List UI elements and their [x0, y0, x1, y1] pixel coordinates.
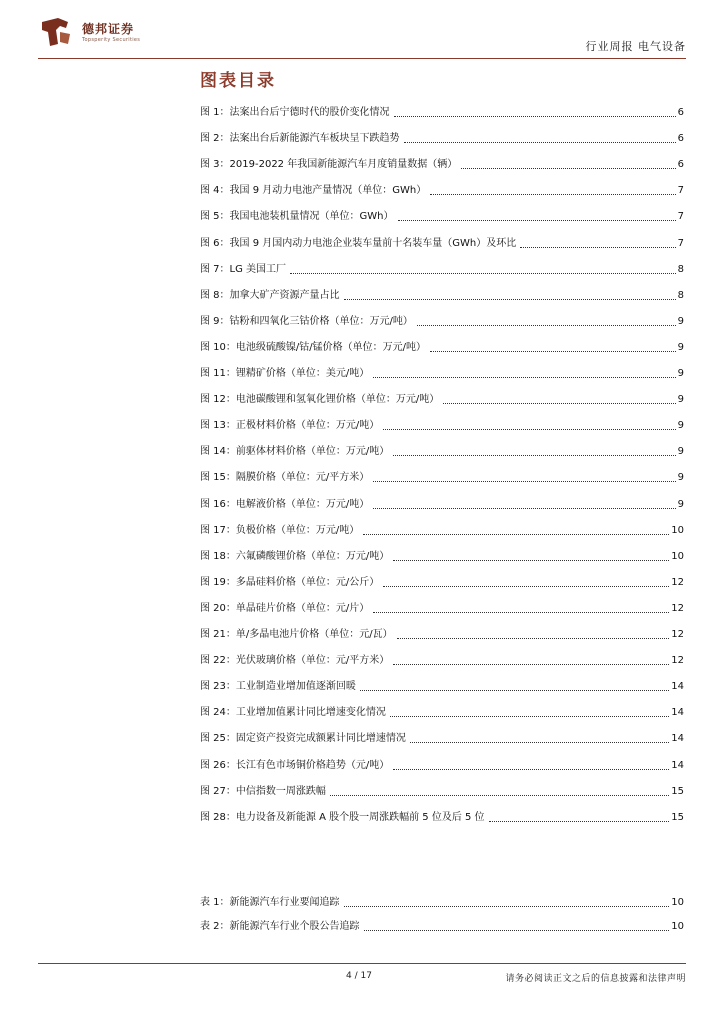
toc-entry-page: 9 — [677, 394, 684, 406]
page-title: 图表目录 — [200, 71, 276, 91]
toc-figure-entry[interactable] — [200, 393, 684, 407]
toc-entry-page: 15 — [671, 785, 684, 797]
toc-figure-entry[interactable] — [200, 628, 684, 642]
toc-leader-dots — [393, 455, 675, 456]
toc-entry-label: 图 15：隔膜价格（单位：元/平方米） — [200, 472, 370, 484]
toc-entry-page: 14 — [671, 681, 684, 693]
toc-entry-label: 图 22：光伏玻璃价格（单位：元/平方米） — [200, 655, 390, 667]
toc-figure-entry[interactable] — [200, 158, 684, 172]
toc-entry-label: 图 28：电力设备及新能源 A 股个股一周涨跌幅前 5 位及后 5 位 — [200, 811, 485, 823]
toc-entry-page: 12 — [671, 629, 684, 640]
header-divider — [38, 58, 686, 59]
toc-entry-page: 7 — [677, 211, 684, 223]
toc-entry-page: 7 — [677, 237, 684, 249]
toc-figure-entry[interactable] — [200, 184, 684, 198]
toc-entry-label: 图 20：单晶硅片价格（单位：元/片） — [200, 602, 370, 614]
toc-leader-dots — [489, 821, 670, 822]
toc-entry-label: 图 16：电解液价格（单位：万元/吨） — [200, 498, 370, 510]
page-number: 4 / 17 — [346, 971, 372, 981]
toc-entry-page: 9 — [677, 341, 684, 353]
toc-entry-label: 表 1：新能源汽车行业要闻追踪 — [200, 897, 340, 908]
toc-entry-page: 7 — [677, 185, 684, 197]
toc-entry-page: 12 — [671, 602, 684, 614]
toc-entry-label: 图 11：锂精矿价格（单位：美元/吨） — [200, 368, 370, 379]
toc-entry-label: 图 10：电池级硫酸镍/钴/锰价格（单位：万元/吨） — [200, 341, 427, 353]
toc-leader-dots — [410, 742, 669, 743]
toc-leader-dots — [383, 429, 675, 430]
toc-entry-label: 表 2：新能源汽车行业个股公告追踪 — [200, 921, 360, 932]
toc-entry-label: 图 21：单/多晶电池片价格（单位：元/瓦） — [200, 629, 393, 640]
toc-entry-page: 9 — [677, 446, 684, 458]
toc-entry-page: 6 — [677, 159, 684, 171]
toc-entry-page: 10 — [671, 897, 684, 908]
toc-leader-dots — [393, 664, 669, 665]
toc-leader-dots — [360, 690, 669, 691]
toc-entry-page: 6 — [677, 107, 684, 118]
toc-leader-dots — [364, 930, 670, 931]
toc-figure-entry[interactable] — [200, 289, 684, 303]
toc-entry-label: 图 19：多晶硅料价格（单位：元/公斤） — [200, 576, 380, 588]
toc-figure-entry[interactable] — [200, 759, 684, 773]
toc-entry-label: 图 6：我国 9 月国内动力电池企业装车量前十名装车量（GWh）及环比 — [200, 237, 517, 249]
toc-figure-entry[interactable] — [200, 210, 684, 224]
toc-leader-dots — [430, 194, 675, 195]
toc-leader-dots — [461, 168, 675, 169]
toc-entry-label: 图 12：电池碳酸锂和氢氧化锂价格（单位：万元/吨） — [200, 394, 440, 406]
toc-entry-label: 图 25：固定资产投资完成额累计同比增速情况 — [200, 733, 406, 745]
toc-leader-dots — [394, 116, 676, 117]
toc-figure-entry[interactable] — [200, 132, 684, 146]
toc-entry-page: 10 — [671, 550, 684, 562]
toc-figure-entry[interactable] — [200, 367, 684, 381]
toc-leader-dots — [363, 534, 669, 535]
toc-entry-page: 12 — [671, 576, 684, 588]
toc-entry-page: 14 — [671, 707, 684, 719]
toc-leader-dots — [393, 560, 669, 561]
toc-figure-entry[interactable] — [200, 524, 684, 538]
toc-figure-entry[interactable] — [200, 471, 684, 485]
toc-entry-page: 14 — [671, 733, 684, 745]
toc-figure-entry[interactable] — [200, 602, 684, 616]
toc-figure-entry[interactable] — [200, 680, 684, 694]
toc-figure-entry[interactable] — [200, 811, 684, 825]
toc-figure-entry[interactable] — [200, 732, 684, 746]
toc-entry-page: 9 — [677, 420, 684, 432]
toc-entry-label: 图 1：法案出台后宁德时代的股价变化情况 — [200, 107, 390, 118]
toc-entry-label: 图 5：我国电池装机量情况（单位：GWh） — [200, 211, 394, 223]
toc-figure-entry[interactable] — [200, 445, 684, 459]
toc-entry-label: 图 27：中信指数一周涨跌幅 — [200, 785, 326, 797]
toc-leader-dots — [443, 403, 675, 404]
toc-entry-label: 图 18：六氟磷酸锂价格（单位：万元/吨） — [200, 550, 390, 562]
toc-entry-page: 8 — [677, 289, 684, 301]
toc-leader-dots — [383, 586, 669, 587]
toc-leader-dots — [290, 273, 676, 274]
toc-entry-page: 14 — [671, 759, 684, 771]
toc-entry-label: 图 24：工业增加值累计同比增速变化情况 — [200, 707, 386, 719]
toc-figure-entry[interactable] — [200, 654, 684, 668]
toc-entry-label: 图 26：长江有色市场铜价格趋势（元/吨） — [200, 759, 390, 771]
toc-figure-entry[interactable] — [200, 576, 684, 590]
toc-leader-dots — [373, 377, 675, 378]
toc-leader-dots — [373, 508, 675, 509]
toc-leader-dots — [373, 481, 675, 482]
toc-entry-page: 9 — [677, 315, 684, 327]
toc-leader-dots — [397, 638, 670, 639]
toc-entry-page: 10 — [671, 921, 684, 932]
toc-entry-page: 9 — [677, 472, 684, 484]
toc-figure-entry[interactable] — [200, 263, 684, 277]
report-type: 行业周报 电气设备 — [585, 40, 686, 53]
toc-entry-page: 15 — [671, 811, 684, 823]
brand-name: 德邦证券 — [82, 22, 135, 36]
toc-leader-dots — [404, 142, 676, 143]
toc-entry-page: 9 — [677, 498, 684, 510]
toc-entry-label: 图 14：前驱体材料价格（单位：万元/吨） — [200, 446, 390, 458]
toc-leader-dots — [417, 325, 676, 326]
toc-figure-entry[interactable] — [200, 550, 684, 564]
brand-subtitle: Topsperity Securities — [82, 37, 141, 43]
toc-entry-label: 图 2：法案出台后新能源汽车板块呈下跌趋势 — [200, 133, 400, 145]
brand-logo-icon — [38, 14, 74, 50]
toc-leader-dots — [373, 612, 669, 613]
toc-figure-entry[interactable] — [200, 106, 684, 120]
toc-leader-dots — [390, 716, 669, 717]
toc-leader-dots — [430, 351, 676, 352]
toc-entry-label: 图 7：LG 美国工厂 — [200, 263, 287, 275]
toc-figure-entry[interactable] — [200, 341, 684, 355]
toc-entry-label: 图 8：加拿大矿产资源产量占比 — [200, 289, 340, 301]
toc-entry-label: 图 13：正极材料价格（单位：万元/吨） — [200, 420, 380, 432]
toc-figure-entry[interactable] — [200, 498, 684, 512]
toc-figure-entry[interactable] — [200, 785, 684, 799]
page-header — [38, 14, 686, 64]
toc-entry-label: 图 4：我国 9 月动力电池产量情况（单位：GWh） — [200, 185, 427, 197]
toc-entry-page: 8 — [677, 263, 684, 275]
toc-entry-label: 图 23：工业制造业增加值逐渐回暖 — [200, 681, 356, 693]
toc-leader-dots — [393, 769, 669, 770]
footer-disclaimer: 请务必阅读正文之后的信息披露和法律声明 — [505, 974, 686, 984]
toc-entry-page: 9 — [677, 368, 684, 379]
toc-leader-dots — [344, 906, 670, 907]
toc-table-entry[interactable] — [200, 896, 684, 910]
toc-leader-dots — [344, 299, 676, 300]
toc-entry-page: 12 — [671, 655, 684, 667]
toc-leader-dots — [330, 795, 669, 796]
toc-entry-label: 图 9：钴粉和四氧化三钴价格（单位：万元/吨） — [200, 315, 413, 327]
footer-divider — [38, 963, 686, 964]
toc-leader-dots — [398, 220, 676, 221]
toc-figure-entry[interactable] — [200, 706, 684, 720]
toc-figure-entry[interactable] — [200, 237, 684, 251]
toc-leader-dots — [520, 247, 675, 248]
toc-figure-entry[interactable] — [200, 315, 684, 329]
toc-entry-label: 图 3：2019-2022 年我国新能源汽车月度销量数据（辆） — [200, 159, 458, 171]
toc-table-entry[interactable] — [200, 920, 684, 934]
toc-figure-entry[interactable] — [200, 419, 684, 433]
toc-entry-page: 6 — [677, 133, 684, 145]
brand-logo — [38, 14, 158, 54]
toc-entry-page: 10 — [671, 524, 684, 536]
toc-entry-label: 图 17：负极价格（单位：万元/吨） — [200, 524, 360, 536]
